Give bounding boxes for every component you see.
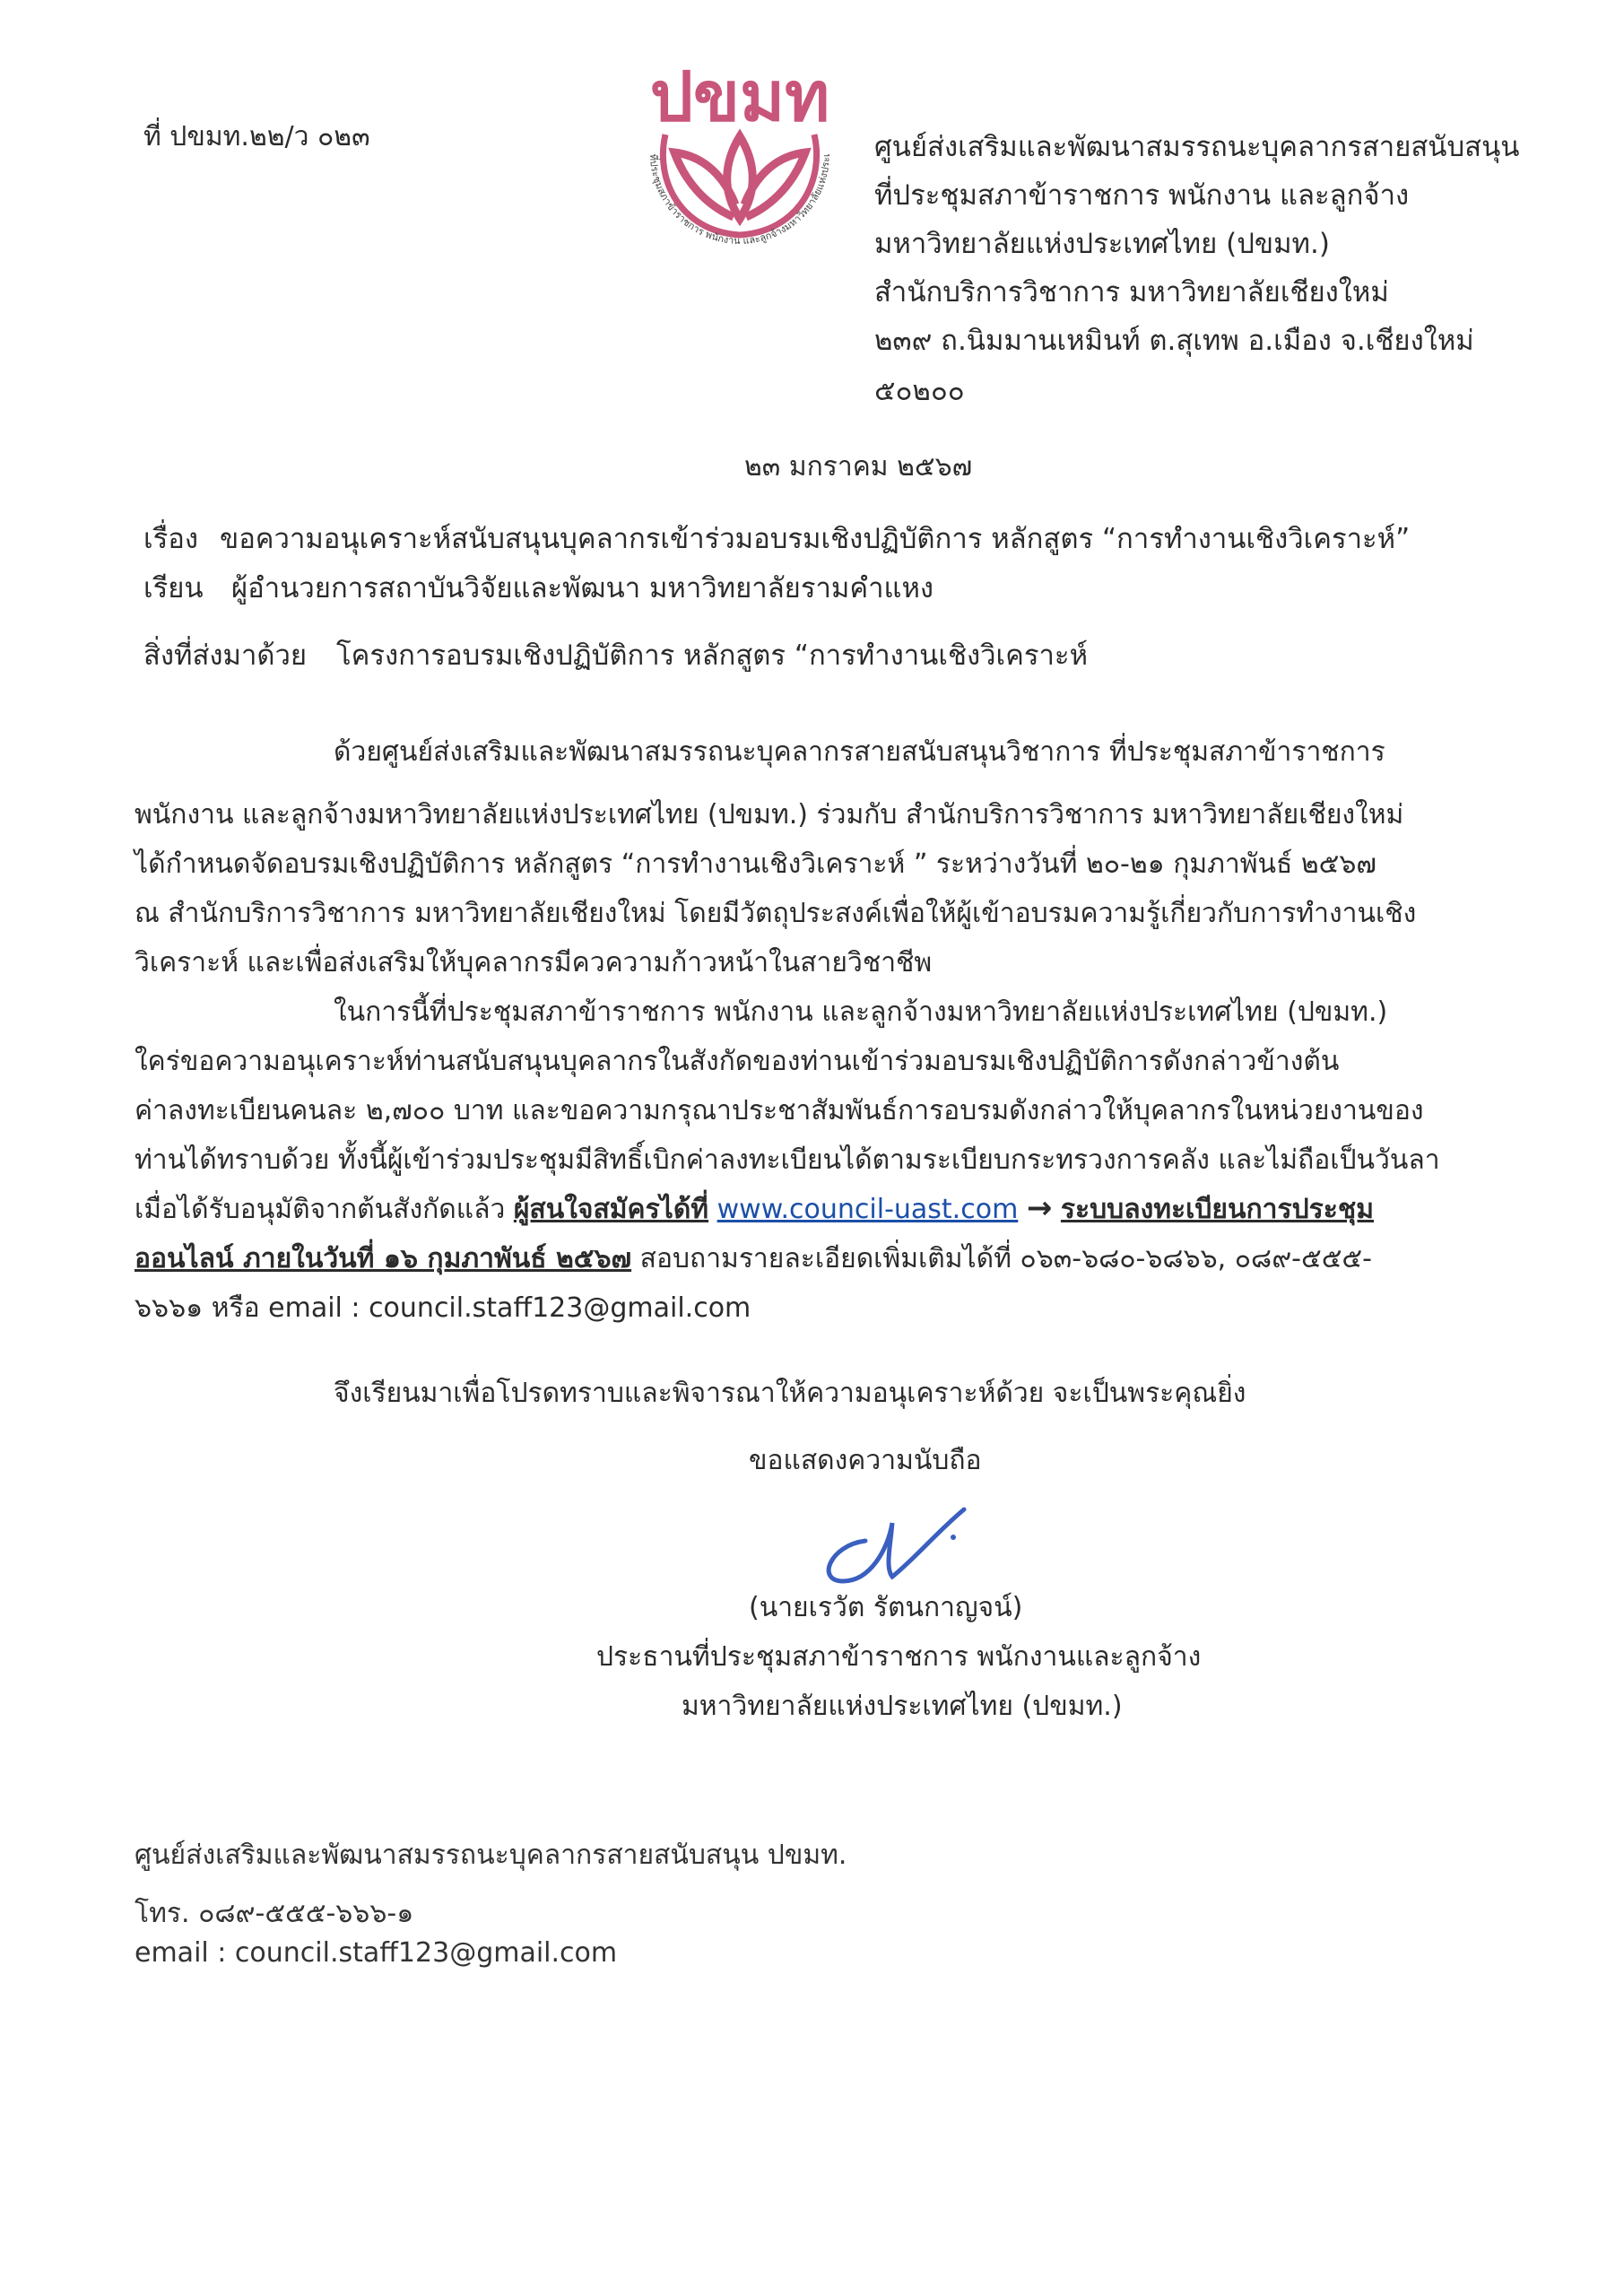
- body-line: ได้กำหนดจัดอบรมเชิงปฏิบัติการ หลักสูตร “การทำงานเชิงวิเคราะห์ ” ระหว่างวันที่ ๒๐-๒๑ กุมภาพันธ์ ๒๕๖๗: [135, 848, 1376, 880]
- to-label: เรียน: [143, 572, 204, 604]
- registration-link[interactable]: www.council-uast.com: [716, 1194, 1019, 1225]
- to-text: ผู้อำนวยการสถาบันวิจัยและพัฒนา มหาวิทยาลัยรามคำแหง: [231, 572, 934, 604]
- body-line: ค่าลงทะเบียนคนละ ๒,๗๐๐ บาท และขอความกรุณาประชาสัมพันธ์การอบรมดังกล่าวให้บุคลากรในหน่วยงานของ: [135, 1095, 1424, 1126]
- signer-title: มหาวิทยาลัยแห่งประเทศไทย (ปขมท.): [682, 1691, 1123, 1722]
- address-line: สำนักบริการวิชาการ มหาวิทยาลัยเชียงใหม่: [874, 276, 1389, 309]
- address-line: มหาวิทยาลัยแห่งประเทศไทย (ปขมท.): [874, 228, 1330, 260]
- address-line: ศูนย์ส่งเสริมและพัฒนาสมรรถนะบุคลากรสายสนับสนุน: [874, 131, 1520, 163]
- lotus-logo-icon: [619, 47, 861, 282]
- body-line: ๖๖๖๑ หรือ email : council.staff123@gmail.com: [135, 1292, 751, 1324]
- address-line: ที่ประชุมสภาข้าราชการ พนักงาน และลูกจ้าง: [874, 179, 1410, 212]
- address-line: ๒๓๙ ถ.นิมมานเหมินท์ ต.สุเทพ อ.เมือง จ.เชียงใหม่: [874, 325, 1474, 357]
- body-line-deadline: [135, 1238, 1372, 1280]
- contact-phone-text: สอบถามรายละเอียดเพิ่มเติมได้ที่ ๐๖๓-๖๘๐-๖๘๖๖, ๐๘๙-๕๕๕-: [639, 1243, 1372, 1274]
- arrow-right-icon: →: [1026, 1190, 1053, 1226]
- organization-logo: [619, 47, 861, 282]
- body-line: ในการนี้ที่ประชุมสภาข้าราชการ พนักงาน และลูกจ้างมหาวิทยาลัยแห่งประเทศไทย (ปขมท.): [334, 996, 1388, 1028]
- body-line: ด้วยศูนย์ส่งเสริมและพัฒนาสมรรถนะบุคลากรสายสนับสนุนวิชาการ ที่ประชุมสภาข้าราชการ: [334, 736, 1385, 768]
- signature: [803, 1496, 973, 1590]
- signer-name: (นายเรวัต รัตนกาญจน์): [749, 1592, 1023, 1623]
- address-line: ๕๐๒๐๐: [874, 375, 965, 407]
- body-line-registration: [135, 1188, 1374, 1231]
- footer-org: ศูนย์ส่งเสริมและพัฒนาสมรรถนะบุคลากรสายสนับสนุน ปขมท.: [135, 1839, 847, 1871]
- logo-ring-text: ที่ประชุมสภาข้าราชการ พนักงาน และลูกจ้างมหาวิทยาลัยแห่งประเ: [647, 153, 833, 248]
- subject-label: เรื่อง: [143, 523, 199, 555]
- approval-text: เมื่อได้รับอนุมัติจากต้นสังกัดแล้ว: [135, 1194, 514, 1225]
- signature-icon: [803, 1496, 973, 1590]
- closing-text: จึงเรียนมาเพื่อโปรดทราบและพิจารณาให้ความอนุเคราะห์ด้วย จะเป็นพระคุณยิ่ง: [334, 1378, 1246, 1409]
- signer-title: ประธานที่ประชุมสภาข้าราชการ พนักงานและลูกจ้าง: [596, 1641, 1202, 1673]
- letter-date: ๒๓ มกราคม ๒๕๖๗: [744, 451, 973, 483]
- body-line: พนักงาน และลูกจ้างมหาวิทยาลัยแห่งประเทศไทย (ปขมท.) ร่วมกับ สำนักบริการวิชาการ มหาวิทยาลัยเชียงใหม่: [135, 799, 1404, 831]
- reference-number: ที่ ปขมท.๒๒/ว ๐๒๓: [143, 121, 370, 152]
- subject-text: ขอความอนุเคราะห์สนับสนุนบุคลากรเข้าร่วมอบรมเชิงปฏิบัติการ หลักสูตร “การทำงานเชิงวิเคราะห์”: [220, 523, 1411, 555]
- enclosure-text: โครงการอบรมเชิงปฏิบัติการ หลักสูตร “การทำงานเชิงวิเคราะห์: [336, 639, 1089, 672]
- footer-email: email : council.staff123@gmail.com: [135, 1937, 618, 1969]
- regards-text: ขอแสดงความนับถือ: [749, 1445, 982, 1476]
- body-line: ท่านได้ทราบด้วย ทั้งนี้ผู้เข้าร่วมประชุมมีสิทธิ์เบิกค่าลงทะเบียนได้ตามระเบียบกระทรวงการคลัง และไม่ถือเป็นวันลา: [135, 1144, 1440, 1176]
- logo-text: ปขมท: [649, 57, 830, 136]
- registration-system-label: ระบบลงทะเบียนการประชุม: [1060, 1194, 1375, 1225]
- body-line: วิเคราะห์ และเพื่อส่งเสริมให้บุคลากรมีควความก้าวหน้าในสายวิชาชีพ: [135, 947, 933, 978]
- enclosure-label: สิ่งที่ส่งมาด้วย: [143, 639, 308, 672]
- body-line: ใคร่ขอความอนุเคราะห์ท่านสนับสนุนบุคลากรในสังกัดของท่านเข้าร่วมอบรมเชิงปฏิบัติการดังกล่าวข้างต้น: [135, 1046, 1340, 1077]
- apply-label: ผู้สนใจสมัครได้ที่: [513, 1194, 709, 1225]
- deadline-text: ออนไลน์ ภายในวันที่ ๑๖ กุมภาพันธ์ ๒๕๖๗: [135, 1243, 632, 1274]
- footer-phone: โทร. ๐๘๙-๕๕๕-๖๖๖-๑: [135, 1898, 414, 1929]
- body-line: ณ สำนักบริการวิชาการ มหาวิทยาลัยเชียงใหม่ โดยมีวัตถุประสงค์เพื่อให้ผู้เข้าอบรมความรู้เกี่ยวกับการทำงานเชิง: [135, 898, 1417, 929]
